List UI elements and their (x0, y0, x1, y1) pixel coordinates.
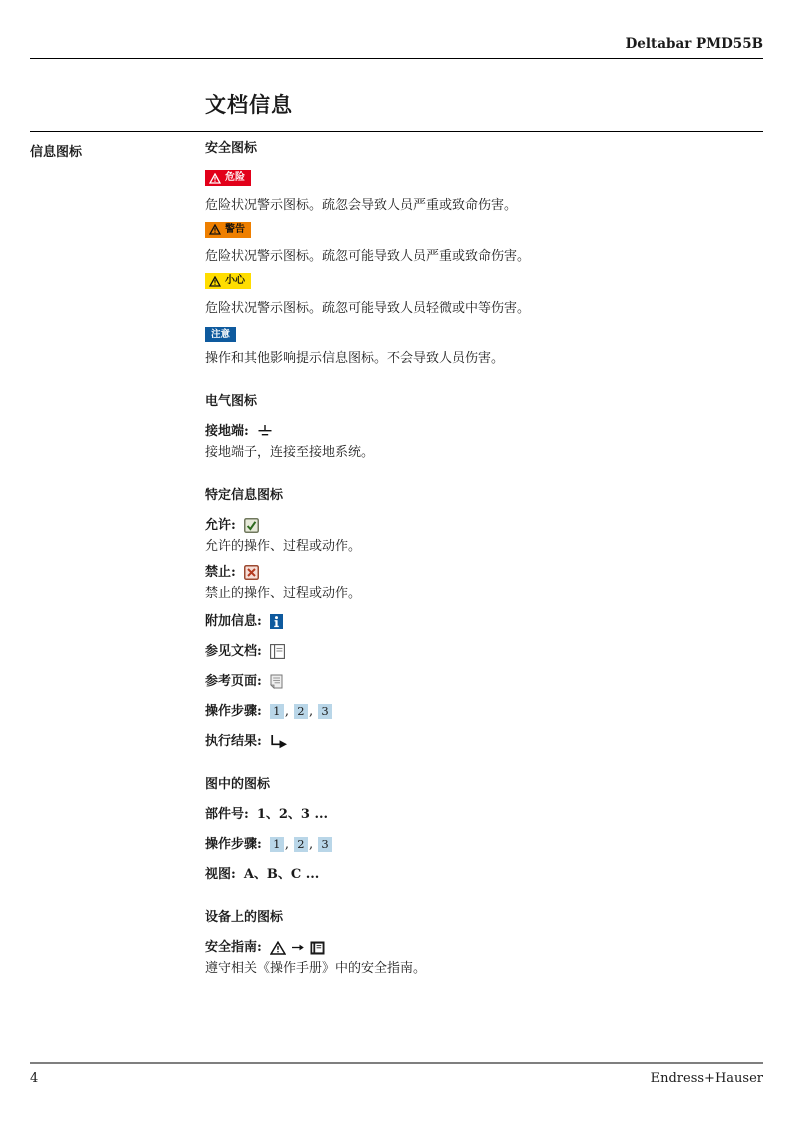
figure-steps-row (205, 836, 763, 853)
ground-label: 接地端: (205, 424, 249, 439)
step-number: 3 (318, 837, 332, 852)
step-separator: , (308, 837, 314, 852)
info-label: 附加信息: (205, 614, 262, 629)
warning-triangle-icon (209, 276, 221, 287)
warning-triangle-icon (209, 224, 221, 235)
warning-badge-row (205, 222, 763, 241)
danger-desc: 危险状况警示图标。疏忽会导致人员严重或致命伤害。 (205, 197, 518, 213)
caution-badge (205, 273, 251, 289)
step-number: 1 (270, 704, 284, 719)
info-row (205, 613, 763, 630)
caution-badge-label: 小心 (225, 275, 245, 286)
brand-name: Endress+Hauser (650, 1071, 763, 1086)
corner-arrow-right-icon (270, 735, 288, 749)
steps-row (205, 703, 763, 720)
forbidden-label: 禁止: (205, 565, 236, 580)
part-number-values: 1、2、3 ... (256, 807, 329, 822)
earth-ground-icon (257, 425, 273, 438)
ground-desc: 接地端子，连接至接地系统。 (205, 445, 375, 460)
result-row (205, 733, 763, 750)
page-footer (30, 1062, 763, 1086)
safety-heading: 安全图标 (205, 141, 258, 156)
steps-label: 操作步骤: (205, 837, 262, 852)
danger-badge-row (205, 170, 763, 189)
step-separator: , (308, 704, 314, 719)
page-title: 文档信息 (205, 92, 293, 117)
allowed-desc: 允许的操作、过程或动作。 (205, 539, 362, 554)
views-values: A、B、C ... (243, 867, 320, 882)
page-header (30, 36, 763, 52)
warning-badge-label: 警告 (225, 223, 245, 235)
product-title: Deltabar PMD55B (625, 36, 763, 52)
step-separator: , (284, 704, 289, 719)
checkbox-check-icon (244, 518, 259, 533)
see-doc-label: 参见文档: (205, 644, 262, 659)
part-number-label: 部件号: (205, 807, 249, 822)
see-doc-row (205, 643, 763, 660)
safety-guide-desc: 遵守相关《操作手册》中的安全指南。 (205, 961, 427, 976)
notice-badge (205, 327, 236, 342)
header-rule (30, 58, 763, 59)
views-label: 视图: (205, 867, 236, 882)
notice-desc: 操作和其他影响提示信息图标。不会导致人员伤害。 (205, 351, 505, 366)
allowed-label: 允许: (205, 518, 236, 533)
ground-row (205, 423, 763, 440)
specific-heading: 特定信息图标 (205, 488, 284, 503)
document-outline-icon (270, 644, 285, 659)
allowed-row (205, 517, 763, 534)
step-separator: , (284, 837, 289, 852)
warning-badge (205, 222, 251, 238)
title-rule (30, 131, 763, 132)
caution-desc: 危险状况警示图标。疏忽可能导致人员轻微或中等伤害。 (205, 300, 531, 316)
safety-guide-row (205, 939, 763, 956)
warning-desc: 危险状况警示图标。疏忽可能导致人员严重或致命伤害。 (205, 249, 531, 264)
ref-page-label: 参考页面: (205, 674, 262, 689)
forbidden-desc: 禁止的操作、过程或动作。 (205, 586, 362, 601)
sidebar-label: 信息图标 (30, 145, 83, 160)
ref-page-row (205, 673, 763, 690)
content-column (205, 140, 763, 979)
info-square-icon (270, 614, 283, 629)
figures-heading: 图中的图标 (205, 777, 271, 792)
caution-badge-row (205, 273, 763, 292)
page-number: 4 (30, 1071, 39, 1086)
electrical-heading: 电气图标 (205, 394, 258, 409)
page-lines-icon (270, 674, 283, 689)
part-number-row (205, 806, 763, 823)
step-number: 3 (318, 704, 332, 719)
book-icon (310, 941, 325, 955)
result-label: 执行结果: (205, 734, 262, 749)
notice-badge-label: 注意 (211, 328, 231, 340)
steps-label: 操作步骤: (205, 704, 262, 719)
step-number: 1 (270, 837, 284, 852)
content-area (30, 140, 763, 979)
safety-guide-label: 安全指南: (205, 940, 262, 955)
views-row (205, 866, 763, 883)
danger-badge-label: 危险 (225, 172, 245, 183)
arrow-right-icon (292, 943, 304, 952)
device-heading: 设备上的图标 (205, 910, 284, 925)
warning-triangle-icon (209, 173, 221, 184)
warning-triangle-icon (270, 941, 286, 955)
step-number: 2 (294, 837, 308, 852)
forbidden-row (205, 564, 763, 581)
footer-rule (30, 1062, 763, 1064)
box-cross-icon (244, 565, 259, 580)
notice-badge-row (205, 325, 763, 343)
step-number: 2 (294, 704, 308, 719)
danger-badge (205, 170, 251, 186)
